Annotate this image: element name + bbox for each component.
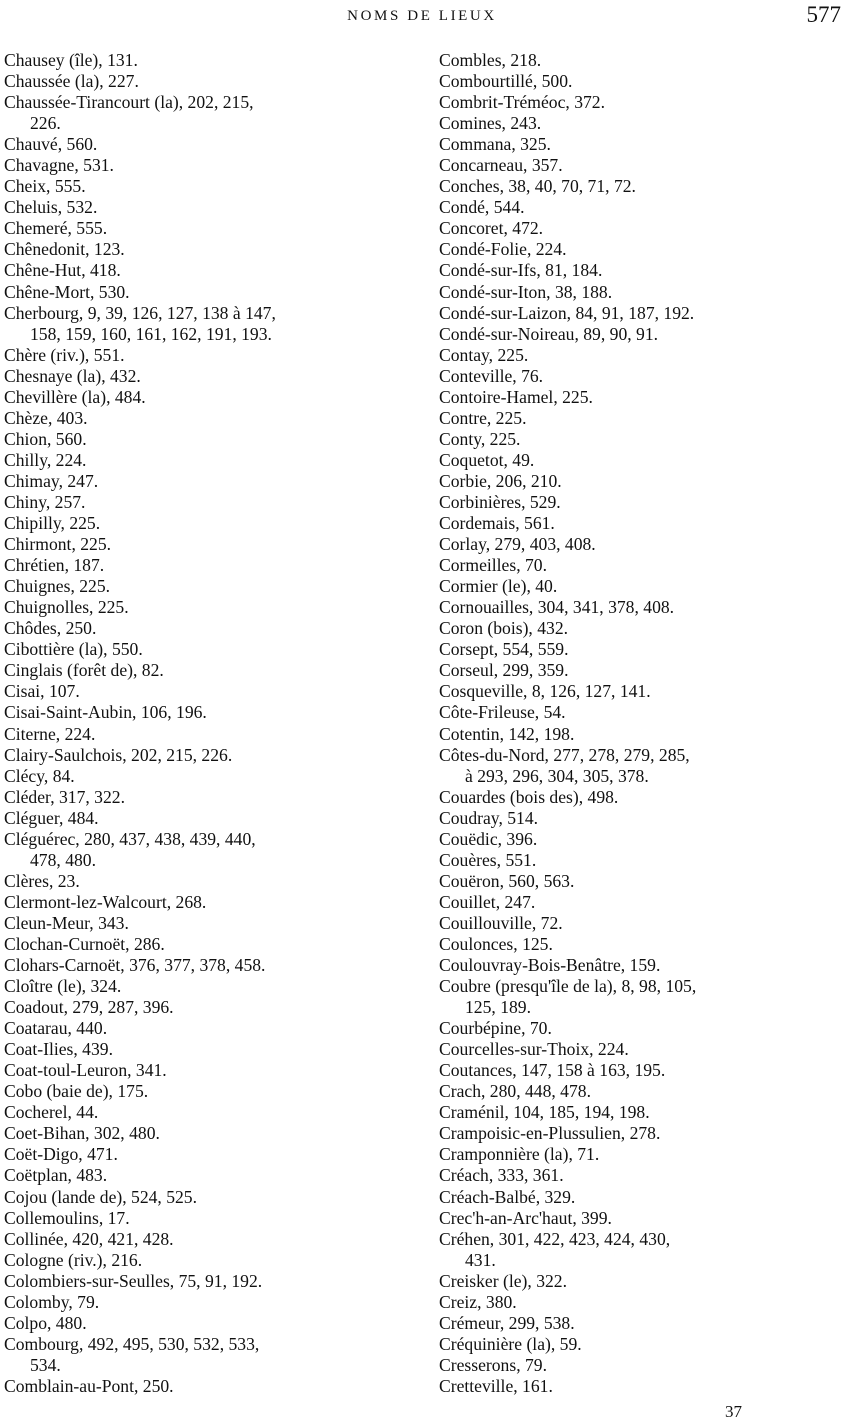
index-entry [4,534,414,555]
entry-line: Clochan-Curnoët, 286. [4,933,165,954]
index-entry [439,513,841,534]
entry-line: Coadout, 279, 287, 396. [4,997,174,1018]
index-entry [4,892,414,913]
entry-line: Conteville, 76. [439,365,544,386]
index-entry [439,134,841,155]
index-entry [439,892,841,913]
index-entry [439,176,841,197]
index-entry [4,1123,414,1144]
entry-continuation: 226. [30,113,61,134]
entry-line: Couëdic, 396. [439,828,538,849]
index-entry [439,471,841,492]
entry-line: Chesnaye (la), 432. [4,365,141,386]
index-entry [439,681,841,702]
index-entry [4,134,414,155]
entry-line: Cisai-Saint-Aubin, 106, 196. [4,702,207,723]
index-entry [439,1229,841,1271]
index-entry [4,1102,414,1123]
index-entry [4,1292,414,1313]
index-entry [4,913,414,934]
index-entry [439,492,841,513]
index-entry [439,1355,841,1376]
entry-line: Chuignolles, 225. [4,597,129,618]
index-column-right [439,50,841,1397]
entry-line: Créquinière (la), 59. [439,1333,582,1354]
index-entry [4,808,414,829]
entry-line: Colombiers-sur-Seulles, 75, 91, 192. [4,1270,263,1291]
entry-line: Chilly, 224. [4,449,87,470]
index-entry [4,429,414,450]
entry-line: Corbinières, 529. [439,491,561,512]
entry-line: Coat-Ilies, 439. [4,1039,113,1060]
entry-line: Cheix, 555. [4,176,86,197]
entry-line: Cheluis, 532. [4,197,98,218]
entry-line: Coron (bois), 432. [439,618,569,639]
entry-line: Courcelles-sur-Thoix, 224. [439,1039,629,1060]
entry-continuation: à 293, 296, 304, 305, 378. [465,765,649,786]
index-entry [439,639,841,660]
index-entry [439,303,841,324]
entry-line: Contoire-Hamel, 225. [439,386,593,407]
entry-line: Coutances, 147, 158 à 163, 195. [439,1060,666,1081]
entry-line: Crémeur, 299, 538. [439,1312,575,1333]
index-entry [4,260,414,281]
entry-line: Corlay, 279, 403, 408. [439,534,596,555]
index-entry [439,387,841,408]
entry-line: Chôdes, 250. [4,618,97,639]
index-entry [439,808,841,829]
entry-line: Concarneau, 357. [439,155,563,176]
entry-line: Chipilly, 225. [4,513,101,534]
index-entry [4,766,414,787]
entry-line: Contre, 225. [439,407,527,428]
entry-line: Coubre (presqu'île de la), 8, 98, 105, [439,976,697,997]
index-entry [439,324,841,345]
index-entry [4,92,414,134]
entry-line: Concoret, 472. [439,218,544,239]
index-entry [439,408,841,429]
index-entry [439,1313,841,1334]
entry-line: Comblain-au-Pont, 250. [4,1375,174,1396]
entry-line: Cretteville, 161. [439,1375,553,1396]
entry-line: Cléguérec, 280, 437, 438, 439, 440, [4,828,256,849]
index-entry [4,513,414,534]
entry-continuation: 125, 189. [465,997,531,1018]
entry-line: Coulouvray-Bois-Benâtre, 159. [439,955,661,976]
index-entry [4,471,414,492]
index-entry [4,681,414,702]
index-entry [4,50,414,71]
entry-line: Cramponnière (la), 71. [439,1144,600,1165]
entry-line: Cobo (baie de), 175. [4,1081,149,1102]
entry-line: Conty, 225. [439,428,521,449]
index-entry [439,660,841,681]
entry-line: Couillet, 247. [439,891,536,912]
entry-line: Corseul, 299, 359. [439,660,569,681]
index-entry [4,724,414,745]
index-entry [439,1208,841,1229]
index-entry [4,1039,414,1060]
index-entry [4,745,414,766]
entry-line: Chêne-Mort, 530. [4,281,130,302]
entry-line: Cléguer, 484. [4,807,99,828]
index-entry [439,913,841,934]
entry-line: Cibottière (la), 550. [4,639,143,660]
index-entry [439,597,841,618]
entry-line: Combrit-Tréméoc, 372. [439,92,605,113]
index-entry [439,576,841,597]
index-entry [4,618,414,639]
index-entry [4,155,414,176]
index-entry [439,618,841,639]
index-entry [439,955,841,976]
entry-line: Coulonces, 125. [439,933,553,954]
entry-line: Colomby, 79. [4,1291,100,1312]
index-entry [439,934,841,955]
entry-line: Côte-Frileuse, 54. [439,702,566,723]
entry-line: Craménil, 104, 185, 194, 198. [439,1102,650,1123]
index-entry [439,787,841,808]
entry-line: Coudray, 514. [439,807,539,828]
entry-line: Créach-Balbé, 329. [439,1186,576,1207]
entry-line: Clécy, 84. [4,765,75,786]
entry-line: Citerne, 224. [4,723,96,744]
index-entry [439,1334,841,1355]
index-entry [4,450,414,471]
index-entry [439,702,841,723]
entry-line: Chèze, 403. [4,407,88,428]
index-entry [4,1250,414,1271]
index-entry [4,955,414,976]
index-entry [439,534,841,555]
entry-line: Cordemais, 561. [439,513,555,534]
index-entry [4,1313,414,1334]
entry-line: Cojou (lande de), 524, 525. [4,1186,198,1207]
page-number: 577 [806,2,841,27]
index-entry [439,113,841,134]
index-entry [4,387,414,408]
index-entry [439,366,841,387]
index-entry [439,1060,841,1081]
index-entry [4,639,414,660]
index-entry [439,197,841,218]
index-entry [4,408,414,429]
entry-line: Cherbourg, 9, 39, 126, 127, 138 à 147, [4,302,276,323]
index-entry [439,555,841,576]
index-entry [439,1102,841,1123]
index-entry [439,1144,841,1165]
index-entry [4,1144,414,1165]
entry-line: Coat-toul-Leuron, 341. [4,1060,167,1081]
index-entry [439,1039,841,1060]
entry-line: Cresserons, 79. [439,1354,547,1375]
entry-line: Creiz, 380. [439,1291,517,1312]
entry-continuation: 478, 480. [30,849,96,870]
index-entry [4,71,414,92]
entry-continuation: 534. [30,1354,61,1375]
index-entry [439,724,841,745]
entry-line: Combourg, 492, 495, 530, 532, 533, [4,1333,260,1354]
index-entry [4,576,414,597]
entry-line: Crec'h-an-Arc'haut, 399. [439,1207,612,1228]
index-entry [4,1165,414,1186]
index-entry [439,450,841,471]
entry-line: Commana, 325. [439,134,551,155]
index-entry [439,745,841,787]
entry-line: Couëron, 560, 563. [439,870,575,891]
entry-line: Chavagne, 531. [4,155,114,176]
entry-line: Coët-Digo, 471. [4,1144,118,1165]
entry-line: Chère (riv.), 551. [4,344,125,365]
entry-line: Creisker (le), 322. [439,1270,568,1291]
index-entry [4,997,414,1018]
index-column-left [4,50,414,1397]
index-entry [4,1271,414,1292]
entry-line: Créach, 333, 361. [439,1165,564,1186]
entry-line: Chaussée-Tirancourt (la), 202, 215, [4,92,254,113]
index-entry [4,1229,414,1250]
index-entry [439,1271,841,1292]
index-entry [439,282,841,303]
index-entry [4,492,414,513]
entry-line: Condé, 544. [439,197,525,218]
entry-line: Corsept, 554, 559. [439,639,569,660]
index-entry [4,829,414,871]
entry-line: Couardes (bois des), 498. [439,786,619,807]
index-entry [4,1208,414,1229]
entry-line: Clères, 23. [4,870,80,891]
index-entry [439,1292,841,1313]
entry-line: Crach, 280, 448, 478. [439,1081,591,1102]
entry-line: Conches, 38, 40, 70, 71, 72. [439,176,636,197]
entry-continuation: 158, 159, 160, 161, 162, 191, 193. [30,323,272,344]
entry-line: Courbépine, 70. [439,1018,552,1039]
entry-line: Couillouville, 72. [439,912,563,933]
index-entry [4,239,414,260]
index-entry [4,303,414,345]
index-entry [439,345,841,366]
entry-line: Crampoisic-en-Plussulien, 278. [439,1123,661,1144]
index-entry [4,197,414,218]
entry-line: Cinglais (forêt de), 82. [4,660,164,681]
entry-line: Cisai, 107. [4,681,80,702]
entry-line: Condé-sur-Iton, 38, 188. [439,281,613,302]
index-entry [4,1334,414,1376]
index-entry [439,1081,841,1102]
entry-line: Colpo, 480. [4,1312,87,1333]
index-entry [439,976,841,1018]
entry-line: Cléder, 317, 322. [4,786,125,807]
entry-line: Chrétien, 187. [4,555,105,576]
entry-line: Clohars-Carnoët, 376, 377, 378, 458. [4,955,266,976]
entry-line: Côtes-du-Nord, 277, 278, 279, 285, [439,744,690,765]
entry-line: Chauvé, 560. [4,134,98,155]
entry-line: Cormier (le), 40. [439,576,558,597]
index-entry [439,1123,841,1144]
entry-line: Chion, 560. [4,428,87,449]
entry-line: Cornouailles, 304, 341, 378, 408. [439,597,675,618]
entry-line: Chimay, 247. [4,470,99,491]
index-entry [4,934,414,955]
index-entry [4,702,414,723]
index-entry [439,1376,841,1397]
index-entry [4,787,414,808]
entry-line: Cleun-Meur, 343. [4,912,129,933]
entry-continuation: 431. [465,1249,496,1270]
index-entry [4,660,414,681]
index-entry [439,218,841,239]
entry-line: Couères, 551. [439,849,537,870]
index-entry [4,1018,414,1039]
index-entry [4,976,414,997]
page-title: NOMS DE LIEUX [347,8,497,24]
entry-line: Chirmont, 225. [4,534,112,555]
entry-line: Condé-Folie, 224. [439,239,567,260]
index-entry [439,1187,841,1208]
index-entry [4,282,414,303]
entry-line: Chausey (île), 131. [4,50,138,70]
entry-line: Cormeilles, 70. [439,555,547,576]
index-entry [4,555,414,576]
index-entry [4,597,414,618]
index-entry [439,260,841,281]
entry-line: Comines, 243. [439,113,542,134]
index-entry [4,1187,414,1208]
index-entry [439,829,841,850]
entry-line: Chênedonit, 123. [4,239,125,260]
entry-line: Chaussée (la), 227. [4,71,139,92]
entry-line: Clairy-Saulchois, 202, 215, 226. [4,744,233,765]
entry-line: Cologne (riv.), 216. [4,1249,143,1270]
entry-line: Chemeré, 555. [4,218,108,239]
index-entry [439,50,841,71]
index-entry [439,1018,841,1039]
index-entry [439,850,841,871]
entry-line: Cosqueville, 8, 126, 127, 141. [439,681,651,702]
entry-line: Cloître (le), 324. [4,976,122,997]
running-head [0,4,844,30]
entry-line: Cocherel, 44. [4,1102,99,1123]
index-entry [4,1376,414,1397]
entry-line: Clermont-lez-Walcourt, 268. [4,891,207,912]
entry-line: Coet-Bihan, 302, 480. [4,1123,160,1144]
index-entry [4,871,414,892]
index-entry [4,1081,414,1102]
entry-line: Chiny, 257. [4,491,86,512]
signature-mark: 37 [725,1402,742,1421]
entry-line: Chuignes, 225. [4,576,111,597]
entry-line: Coquetot, 49. [439,449,535,470]
entry-line: Combourtillé, 500. [439,71,573,92]
entry-line: Corbie, 206, 210. [439,470,562,491]
index-entry [4,176,414,197]
index-entry [4,218,414,239]
entry-line: Condé-sur-Laizon, 84, 91, 187, 192. [439,302,695,323]
entry-line: Condé-sur-Noireau, 89, 90, 91. [439,323,659,344]
entry-line: Collemoulins, 17. [4,1207,130,1228]
entry-line: Coatarau, 440. [4,1018,108,1039]
index-entry [4,345,414,366]
index-entry [439,92,841,113]
entry-line: Créhen, 301, 422, 423, 424, 430, [439,1228,671,1249]
entry-line: Condé-sur-Ifs, 81, 184. [439,260,603,281]
index-entry [439,429,841,450]
entry-line: Cotentin, 142, 198. [439,723,575,744]
entry-line: Combles, 218. [439,50,542,70]
entry-line: Coëtplan, 483. [4,1165,108,1186]
index-entry [439,239,841,260]
index-entry [439,1165,841,1186]
entry-line: Contay, 225. [439,344,529,365]
entry-line: Collinée, 420, 421, 428. [4,1228,174,1249]
index-entry [4,1060,414,1081]
index-entry [4,366,414,387]
index-entry [439,155,841,176]
entry-line: Chêne-Hut, 418. [4,260,121,281]
index-entry [439,71,841,92]
entry-line: Chevillère (la), 484. [4,386,146,407]
index-entry [439,871,841,892]
